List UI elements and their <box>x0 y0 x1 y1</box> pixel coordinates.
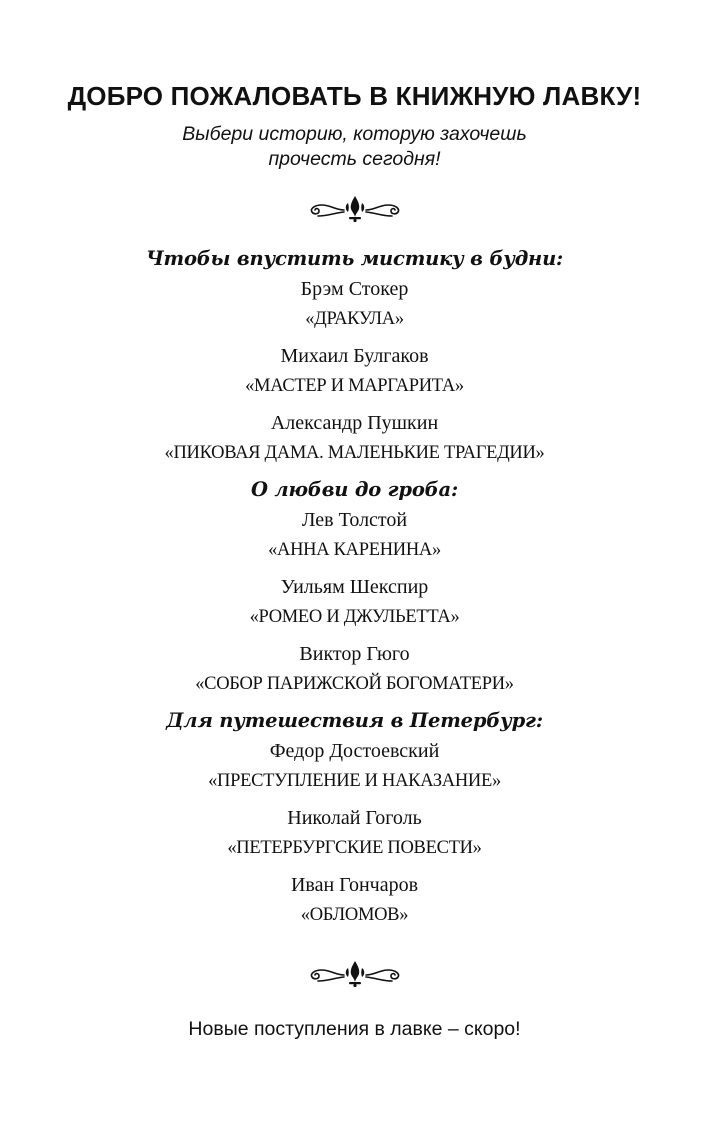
book-entry <box>0 736 709 796</box>
book-author: Уильям Шекспир <box>280 576 429 598</box>
book-author: Федор Достоевский <box>269 740 440 762</box>
book-entry <box>0 572 709 632</box>
book-author: Лев Толстой <box>301 509 408 531</box>
book-author: Брэм Стокер <box>300 278 409 300</box>
book-entry <box>0 274 709 334</box>
book-author: Виктор Гюго <box>299 643 410 665</box>
scroll-flourish-icon <box>304 193 406 223</box>
book-entry <box>0 408 709 468</box>
scroll-flourish-ornament <box>304 193 406 223</box>
recommendation-section <box>0 706 709 930</box>
section-heading: Для путешествия в Петербург: <box>166 709 543 732</box>
section-heading: О любви до гроба: <box>251 478 458 501</box>
subtitle-line: прочесть сегодня! <box>268 148 441 170</box>
book-entry <box>0 870 709 930</box>
book-title: «АННА КАРЕНИНА» <box>268 540 441 560</box>
book-entry <box>0 341 709 401</box>
book-title: «ДРАКУЛА» <box>305 309 404 329</box>
book-title: «ПРЕСТУПЛЕНИЕ И НАКАЗАНИЕ» <box>208 771 501 791</box>
book-entry <box>0 639 709 699</box>
book-title: «ОБЛОМОВ» <box>300 905 409 925</box>
book-author: Михаил Булгаков <box>280 345 429 367</box>
book-author: Иван Гончаров <box>290 874 419 896</box>
book-title: «ПЕТЕРБУРГСКИЕ ПОВЕСТИ» <box>227 838 482 858</box>
section-heading: Чтобы впустить мистику в будни: <box>145 247 564 270</box>
book-author: Александр Пушкин <box>270 412 439 434</box>
book-recommendations <box>0 244 709 937</box>
book-author: Николай Гоголь <box>287 807 422 829</box>
book-entry <box>0 505 709 565</box>
subtitle-line: Выбери историю, которую захочешь <box>182 123 527 145</box>
footer-note: Новые поступления в лавке – скоро! <box>188 1018 521 1040</box>
page-title: ДОБРО ПОЖАЛОВАТЬ В КНИЖНУЮ ЛАВКУ! <box>67 81 642 111</box>
scroll-flourish-icon <box>304 958 406 988</box>
recommendation-section <box>0 244 709 468</box>
book-title: «РОМЕО И ДЖУЛЬЕТТА» <box>249 607 460 627</box>
book-title: «ПИКОВАЯ ДАМА. МАЛЕНЬКИЕ ТРАГЕДИИ» <box>164 443 545 463</box>
recommendation-section <box>0 475 709 699</box>
book-title: «СОБОР ПАРИЖСКОЙ БОГОМАТЕРИ» <box>195 674 514 694</box>
book-entry <box>0 803 709 863</box>
scroll-flourish-ornament <box>304 958 406 988</box>
page-subtitle <box>0 122 709 172</box>
book-title: «МАСТЕР И МАРГАРИТА» <box>245 376 464 396</box>
